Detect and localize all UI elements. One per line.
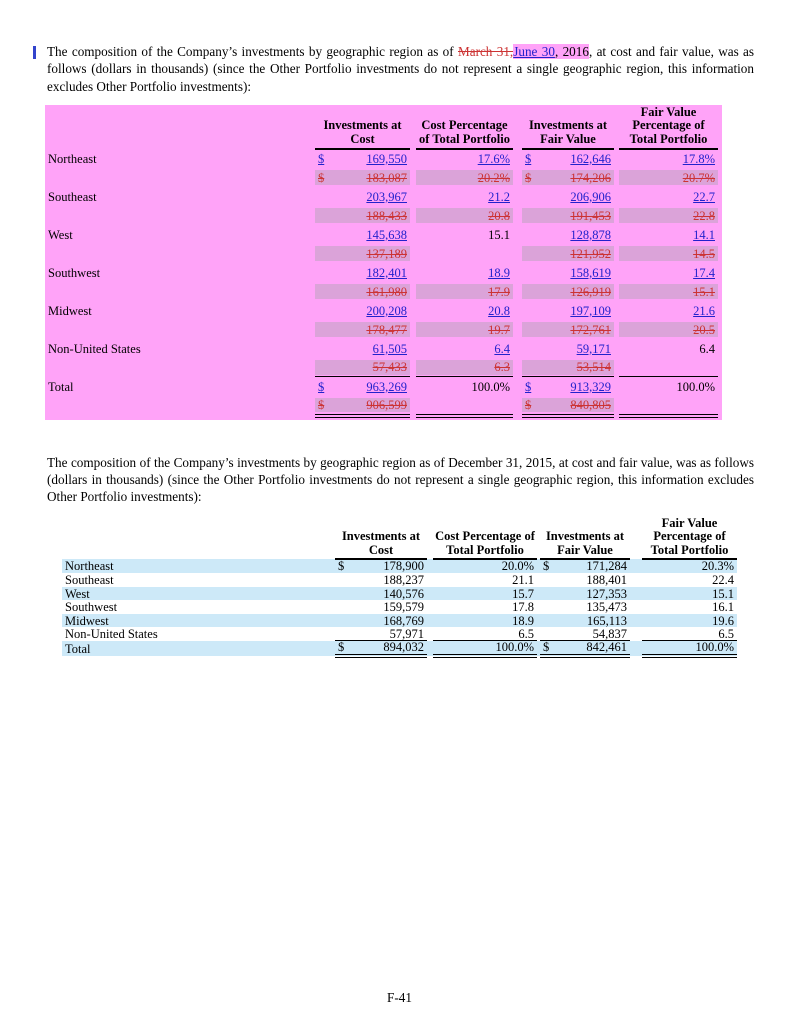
value-cell bbox=[522, 244, 614, 263]
cell-value: 54,837 bbox=[592, 626, 627, 641]
cell-value: 53,514 bbox=[576, 360, 611, 375]
col-header-investments-at-fair-value: Investments at Fair Value bbox=[522, 106, 614, 149]
row-spacer bbox=[718, 377, 722, 396]
row-spacer bbox=[718, 244, 722, 263]
currency-symbol: $ bbox=[318, 170, 325, 185]
cell-value bbox=[715, 398, 718, 412]
col-header-cost-percentage: Cost Percentage of Total Portfolio bbox=[416, 106, 513, 149]
row-label bbox=[45, 206, 315, 225]
value-cell bbox=[540, 559, 630, 573]
column-gap bbox=[513, 320, 522, 339]
cell-value: 15.1 bbox=[712, 586, 734, 601]
cell-value: 6.5 bbox=[718, 626, 734, 641]
value-cell bbox=[433, 600, 537, 614]
cell-value: 174,206 bbox=[570, 170, 611, 185]
value-cell bbox=[522, 225, 614, 244]
value-cell bbox=[522, 320, 614, 339]
value-cell bbox=[619, 187, 718, 206]
row-spacer bbox=[718, 339, 722, 358]
cell-value: 22.4 bbox=[712, 572, 734, 587]
cell-value: 21.2 bbox=[488, 189, 510, 204]
col-header-investments-at-cost: Investments at Cost bbox=[335, 517, 427, 560]
value-cell bbox=[315, 320, 410, 339]
cell-value: 17.4 bbox=[693, 265, 715, 280]
cell-value: 6.4 bbox=[494, 341, 510, 356]
column-gap bbox=[513, 106, 522, 149]
value-cell bbox=[522, 301, 614, 320]
row-label: Southeast bbox=[48, 189, 97, 204]
row-label: Total bbox=[62, 641, 335, 656]
value-cell bbox=[315, 282, 410, 301]
value-cell bbox=[315, 206, 410, 225]
column-gap bbox=[513, 358, 522, 377]
value-cell bbox=[416, 168, 513, 187]
table-row bbox=[62, 559, 737, 573]
table-row bbox=[62, 641, 737, 656]
table-row-prior bbox=[45, 320, 722, 339]
row-label: Midwest bbox=[48, 303, 92, 318]
row-spacer bbox=[718, 149, 722, 168]
value-cell bbox=[522, 339, 614, 358]
intro-2015-paragraph: The composition of the Company’s investments by geographic region as of December 31, 2015, at cost and fair value, was as follows (dollars in thousands) (since the Other Portfolio investments do not represent a single geographic region, this information excludes Other Portfolio investments): bbox=[47, 454, 754, 505]
header-row bbox=[45, 106, 722, 149]
value-cell bbox=[416, 320, 513, 339]
value-cell bbox=[315, 168, 410, 187]
value-cell bbox=[540, 614, 630, 628]
value-cell bbox=[416, 377, 513, 396]
cell-value: 158,619 bbox=[570, 265, 611, 280]
value-cell bbox=[642, 587, 737, 601]
cell-value: 19.6 bbox=[712, 613, 734, 628]
value-cell bbox=[416, 282, 513, 301]
cell-value: 913,329 bbox=[570, 379, 611, 394]
cell-value: 842,461 bbox=[586, 640, 627, 655]
cell-value: 906,599 bbox=[366, 397, 407, 412]
intro-2016-suffix: , at cost and fair value, was as follows (dollars in thousands) (since the Other Portfolio investments do not represent a single geographic region, this information excludes Other Portfolio investments): bbox=[47, 44, 755, 94]
row-spacer bbox=[718, 263, 722, 282]
cell-value: 188,401 bbox=[586, 572, 627, 587]
value-cell bbox=[619, 339, 718, 358]
cell-value: 168,769 bbox=[383, 613, 424, 628]
currency-symbol: $ bbox=[543, 559, 550, 574]
value-cell bbox=[315, 263, 410, 282]
deleted-date: March 31, bbox=[457, 44, 514, 59]
value-cell bbox=[433, 573, 537, 587]
row-label: Total bbox=[48, 379, 74, 394]
currency-symbol: $ bbox=[543, 640, 550, 655]
column-gap bbox=[630, 600, 642, 614]
investments-2015-table bbox=[62, 517, 737, 658]
cell-value: 20.7% bbox=[682, 170, 715, 185]
column-gap bbox=[630, 641, 642, 656]
row-label: West bbox=[48, 227, 73, 242]
value-cell bbox=[522, 187, 614, 206]
value-cell bbox=[522, 149, 614, 168]
row-label: Northeast bbox=[62, 559, 335, 573]
value-cell bbox=[416, 225, 513, 244]
value-cell bbox=[433, 559, 537, 573]
row-spacer bbox=[718, 282, 722, 301]
column-gap bbox=[513, 301, 522, 320]
row-label: West bbox=[62, 587, 335, 601]
column-gap bbox=[513, 206, 522, 225]
cell-value: 61,505 bbox=[372, 341, 407, 356]
row-label bbox=[45, 396, 315, 416]
table-row bbox=[62, 627, 737, 641]
value-cell bbox=[619, 320, 718, 339]
col-header-investments-at-cost: Investments at Cost bbox=[315, 106, 410, 149]
column-gap bbox=[630, 614, 642, 628]
cell-value: 17.8 bbox=[512, 600, 534, 615]
value-cell bbox=[335, 573, 427, 587]
column-gap bbox=[513, 187, 522, 206]
cell-value: 183,087 bbox=[366, 170, 407, 185]
cell-value: 57,971 bbox=[389, 626, 424, 641]
cell-value: 21.6 bbox=[693, 303, 715, 318]
header-spacer bbox=[718, 106, 722, 149]
cell-value: 135,473 bbox=[586, 600, 627, 615]
cell-value: 169,550 bbox=[366, 151, 407, 166]
column-gap bbox=[513, 225, 522, 244]
value-cell bbox=[416, 396, 513, 416]
value-cell bbox=[335, 614, 427, 628]
cell-value: 137,189 bbox=[366, 246, 407, 261]
value-cell bbox=[335, 641, 427, 656]
cell-value: 15.7 bbox=[512, 586, 534, 601]
value-cell bbox=[433, 587, 537, 601]
value-cell bbox=[619, 149, 718, 168]
cell-value: 15.1 bbox=[693, 284, 715, 299]
value-cell bbox=[619, 263, 718, 282]
value-cell bbox=[335, 600, 427, 614]
table-row-prior bbox=[45, 396, 722, 416]
row-spacer bbox=[718, 396, 722, 416]
value-cell bbox=[315, 225, 410, 244]
cell-value: 127,353 bbox=[586, 586, 627, 601]
table-row bbox=[62, 614, 737, 628]
cell-value: 161,980 bbox=[366, 284, 407, 299]
value-cell bbox=[335, 587, 427, 601]
value-cell bbox=[522, 263, 614, 282]
column-gap bbox=[630, 517, 642, 560]
value-cell bbox=[619, 168, 718, 187]
cell-value: 178,900 bbox=[383, 559, 424, 574]
row-label bbox=[45, 168, 315, 187]
value-cell bbox=[619, 358, 718, 377]
header-row bbox=[62, 517, 737, 560]
value-cell bbox=[522, 206, 614, 225]
table-row-current bbox=[45, 187, 722, 206]
row-label: Southwest bbox=[48, 265, 101, 280]
column-gap bbox=[513, 149, 522, 168]
cell-value: 16.1 bbox=[712, 600, 734, 615]
cell-value: 15.1 bbox=[488, 227, 510, 242]
currency-symbol: $ bbox=[318, 379, 325, 394]
cell-value: 963,269 bbox=[366, 379, 407, 394]
table-row-prior bbox=[45, 168, 722, 187]
value-cell bbox=[416, 263, 513, 282]
value-cell bbox=[619, 206, 718, 225]
cell-value: 6.4 bbox=[699, 341, 715, 356]
value-cell bbox=[540, 641, 630, 656]
cell-value: 128,878 bbox=[570, 227, 611, 242]
row-label: Southeast bbox=[65, 572, 114, 587]
table-row bbox=[62, 587, 737, 601]
value-cell bbox=[642, 573, 737, 587]
value-cell bbox=[416, 301, 513, 320]
value-cell bbox=[315, 149, 410, 168]
value-cell bbox=[522, 377, 614, 396]
table-row bbox=[62, 600, 737, 614]
cell-value: 188,237 bbox=[383, 572, 424, 587]
value-cell bbox=[619, 377, 718, 396]
value-cell bbox=[315, 187, 410, 206]
cell-value: 100.0% bbox=[471, 379, 510, 394]
row-spacer bbox=[718, 225, 722, 244]
cell-value: 126,919 bbox=[570, 284, 611, 299]
row-spacer bbox=[718, 206, 722, 225]
value-cell bbox=[619, 396, 718, 416]
cell-value: 14.5 bbox=[693, 246, 715, 261]
value-cell bbox=[540, 627, 630, 641]
value-cell bbox=[522, 396, 614, 416]
column-gap bbox=[513, 168, 522, 187]
cell-value: 197,109 bbox=[570, 303, 611, 318]
value-cell bbox=[335, 627, 427, 641]
column-gap bbox=[630, 627, 642, 641]
currency-symbol: $ bbox=[318, 151, 325, 166]
row-spacer bbox=[718, 320, 722, 339]
value-cell bbox=[433, 641, 537, 656]
row-spacer bbox=[718, 358, 722, 377]
value-cell bbox=[315, 339, 410, 358]
cell-value: 188,433 bbox=[366, 208, 407, 223]
column-gap bbox=[630, 559, 642, 573]
value-cell bbox=[315, 358, 410, 377]
cell-value: 894,032 bbox=[383, 640, 424, 655]
cell-value: 100.0% bbox=[695, 640, 734, 655]
value-cell bbox=[642, 559, 737, 573]
row-label bbox=[45, 358, 315, 377]
cell-value: 17.8% bbox=[682, 151, 715, 166]
cell-value: 100.0% bbox=[676, 379, 715, 394]
cell-value: 200,208 bbox=[366, 303, 407, 318]
cell-value: 22.8 bbox=[693, 208, 715, 223]
col-header-investments-at-fair-value: Investments at Fair Value bbox=[540, 517, 630, 560]
row-spacer bbox=[718, 187, 722, 206]
table-row bbox=[62, 573, 737, 587]
currency-symbol: $ bbox=[525, 170, 532, 185]
value-cell bbox=[522, 358, 614, 377]
column-gap bbox=[513, 263, 522, 282]
table-row-prior bbox=[45, 358, 722, 377]
value-cell bbox=[416, 149, 513, 168]
column-gap bbox=[513, 377, 522, 396]
value-cell bbox=[619, 282, 718, 301]
column-gap bbox=[630, 573, 642, 587]
value-cell bbox=[642, 614, 737, 628]
value-cell bbox=[416, 187, 513, 206]
col-header-fair-value-percentage: Fair Value Percentage of Total Portfolio bbox=[619, 106, 718, 149]
currency-symbol: $ bbox=[338, 559, 345, 574]
cell-value: 19.7 bbox=[488, 322, 510, 337]
value-cell bbox=[540, 587, 630, 601]
cell-value: 191,453 bbox=[570, 208, 611, 223]
inserted-date: June 30 bbox=[513, 44, 555, 59]
currency-symbol: $ bbox=[525, 379, 532, 394]
table-row-prior bbox=[45, 206, 722, 225]
cell-value bbox=[715, 360, 718, 374]
cell-value: 20.5 bbox=[693, 322, 715, 337]
currency-symbol: $ bbox=[525, 151, 532, 166]
row-spacer bbox=[718, 168, 722, 187]
cell-value: 17.9 bbox=[488, 284, 510, 299]
cell-value: 840,805 bbox=[570, 397, 611, 412]
table-row-current bbox=[45, 377, 722, 396]
cell-value: 17.6% bbox=[477, 151, 510, 166]
cell-value: 162,646 bbox=[570, 151, 611, 166]
value-cell bbox=[315, 244, 410, 263]
table-row-current bbox=[45, 301, 722, 320]
value-cell bbox=[433, 614, 537, 628]
table-2015-body bbox=[62, 559, 737, 656]
cell-value: 206,906 bbox=[570, 189, 611, 204]
currency-symbol: $ bbox=[338, 640, 345, 655]
column-gap bbox=[513, 282, 522, 301]
row-label: Midwest bbox=[62, 614, 335, 628]
value-cell bbox=[642, 600, 737, 614]
page-number: F-41 bbox=[387, 990, 412, 1005]
cell-value: 145,638 bbox=[366, 227, 407, 242]
value-cell bbox=[416, 244, 513, 263]
cell-value: 20.2% bbox=[477, 170, 510, 185]
cell-value: 21.1 bbox=[512, 572, 534, 587]
currency-symbol: $ bbox=[525, 397, 532, 412]
cell-value: 203,967 bbox=[366, 189, 407, 204]
cell-value: 20.8 bbox=[488, 303, 510, 318]
value-cell bbox=[416, 206, 513, 225]
value-cell bbox=[619, 244, 718, 263]
value-cell bbox=[315, 377, 410, 396]
value-cell bbox=[619, 301, 718, 320]
table-row-prior bbox=[45, 282, 722, 301]
column-gap bbox=[630, 587, 642, 601]
currency-symbol: $ bbox=[318, 397, 325, 412]
intro-2016-paragraph bbox=[47, 0, 754, 95]
cell-value: 59,171 bbox=[576, 341, 611, 356]
row-label: Southwest bbox=[65, 600, 118, 615]
cell-value: 18.9 bbox=[488, 265, 510, 280]
value-cell bbox=[619, 225, 718, 244]
cell-value: 178,477 bbox=[366, 322, 407, 337]
cell-value: 57,433 bbox=[372, 360, 407, 375]
value-cell bbox=[315, 396, 410, 416]
cell-value: 6.5 bbox=[518, 626, 534, 641]
cell-value: 14.1 bbox=[693, 227, 715, 242]
cell-value bbox=[510, 247, 513, 261]
column-gap bbox=[513, 339, 522, 358]
cell-value: 100.0% bbox=[495, 640, 534, 655]
row-label bbox=[45, 244, 315, 263]
cell-value: 171,284 bbox=[586, 559, 627, 574]
cell-value: 172,761 bbox=[570, 322, 611, 337]
value-cell bbox=[522, 282, 614, 301]
cell-value: 121,952 bbox=[570, 246, 611, 261]
cell-value: 159,579 bbox=[383, 600, 424, 615]
cell-value: 20.3% bbox=[701, 559, 734, 574]
cell-value: 20.8 bbox=[488, 208, 510, 223]
cell-value: 165,113 bbox=[586, 613, 627, 628]
column-gap bbox=[513, 244, 522, 263]
col-header-cost-percentage: Cost Percentage of Total Portfolio bbox=[433, 517, 537, 560]
value-cell bbox=[433, 627, 537, 641]
value-cell bbox=[540, 600, 630, 614]
cell-value: 20.0% bbox=[501, 559, 534, 574]
row-label bbox=[45, 282, 315, 301]
value-cell bbox=[335, 559, 427, 573]
row-label bbox=[45, 320, 315, 339]
table-row-prior bbox=[45, 244, 722, 263]
column-gap bbox=[513, 396, 522, 416]
revision-change-bar bbox=[33, 46, 36, 59]
table-row-current bbox=[45, 339, 722, 358]
cell-value: 18.9 bbox=[512, 613, 534, 628]
value-cell bbox=[540, 573, 630, 587]
row-label: Non-United States bbox=[65, 627, 158, 642]
header-spacer bbox=[45, 106, 315, 149]
row-label: Non-United States bbox=[48, 341, 141, 356]
intro-2016-prefix: The composition of the Company’s investments by geographic region as of bbox=[47, 44, 458, 59]
table-row-current bbox=[45, 263, 722, 282]
table-2016-body bbox=[45, 149, 722, 416]
cell-value: 182,401 bbox=[366, 265, 407, 280]
row-label: Northeast bbox=[48, 151, 97, 166]
value-cell bbox=[642, 641, 737, 656]
col-header-fair-value-percentage: Fair Value Percentage of Total Portfolio bbox=[642, 517, 737, 560]
investments-2016-table-region bbox=[45, 105, 722, 420]
row-spacer bbox=[718, 301, 722, 320]
cell-value: 140,576 bbox=[383, 586, 424, 601]
value-cell bbox=[522, 168, 614, 187]
cell-value: 6.3 bbox=[494, 360, 510, 375]
header-spacer bbox=[62, 517, 335, 560]
cell-value bbox=[510, 398, 513, 412]
value-cell bbox=[416, 358, 513, 377]
investments-2016-table bbox=[45, 106, 722, 418]
value-cell bbox=[642, 627, 737, 641]
cell-value: 22.7 bbox=[693, 189, 715, 204]
table-row-current bbox=[45, 225, 722, 244]
highlighted-date-rest: , 2016 bbox=[554, 44, 589, 59]
value-cell bbox=[315, 301, 410, 320]
value-cell bbox=[416, 339, 513, 358]
table-row-current bbox=[45, 149, 722, 168]
